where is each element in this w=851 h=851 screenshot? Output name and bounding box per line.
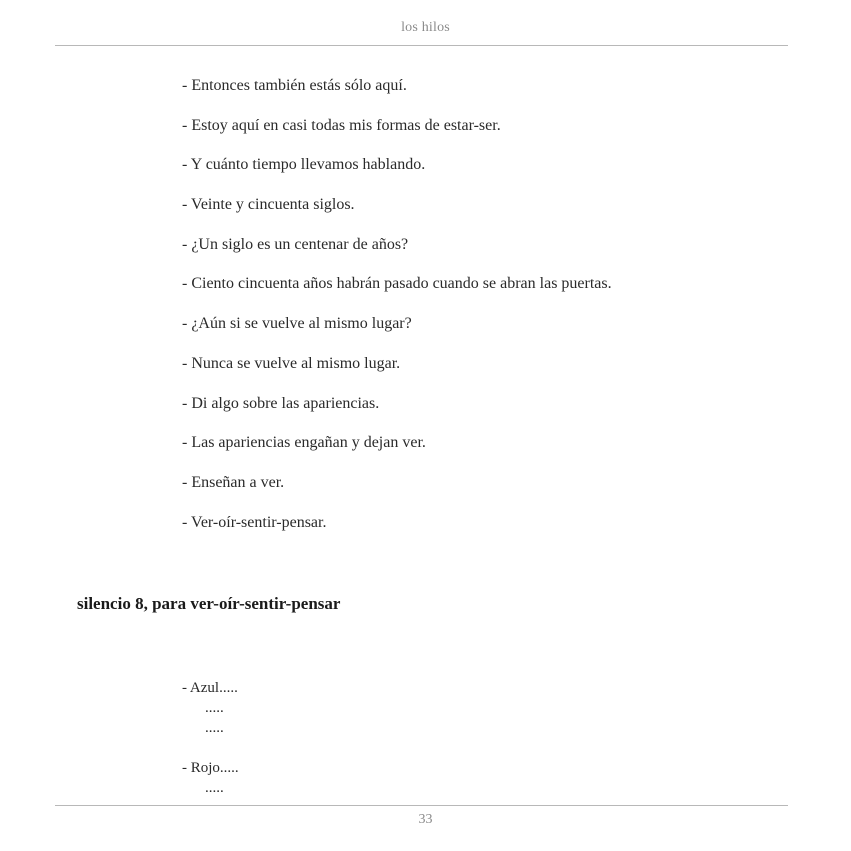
dialogue-line: - Veinte y cincuenta siglos. xyxy=(182,196,355,214)
footer-divider xyxy=(55,805,788,806)
dialogue-line: - Di algo sobre las apariencias. xyxy=(182,394,380,412)
running-header-title: los hilos xyxy=(401,20,450,35)
ellipsis-line: ..... xyxy=(205,720,224,736)
page-number: 33 xyxy=(418,812,433,827)
azul-line: - Azul..... xyxy=(182,680,238,696)
ellipsis-line: ..... xyxy=(205,700,224,716)
dialogue-list xyxy=(182,76,612,552)
dialogue-line: - Estoy aquí en casi todas mis formas de estar-ser. xyxy=(182,116,501,134)
header-divider xyxy=(55,45,788,46)
section-heading: silencio 8, para ver-oír-sentir-pensar xyxy=(77,594,341,613)
dialogue-line: - ¿Aún si se vuelve al mismo lugar? xyxy=(182,315,412,333)
dialogue-line: - Ver-oír-sentir-pensar. xyxy=(182,513,327,531)
rojo-block xyxy=(182,758,239,798)
dialogue-line: - Y cuánto tiempo llevamos hablando. xyxy=(182,156,426,174)
rojo-line: - Rojo..... xyxy=(182,760,239,776)
azul-block xyxy=(182,678,238,738)
dialogue-line: - Ciento cincuenta años habrán pasado cuando se abran las puertas. xyxy=(182,275,612,293)
dialogue-line: - Las apariencias engañan y dejan ver. xyxy=(182,434,426,452)
dialogue-line: - Entonces también estás sólo aquí. xyxy=(182,77,407,94)
dialogue-line: - Nunca se vuelve al mismo lugar. xyxy=(182,354,401,372)
dialogue-line: - Enseñan a ver. xyxy=(182,473,285,491)
dialogue-line: - ¿Un siglo es un centenar de años? xyxy=(182,235,409,253)
ellipsis-line: ..... xyxy=(205,780,224,796)
